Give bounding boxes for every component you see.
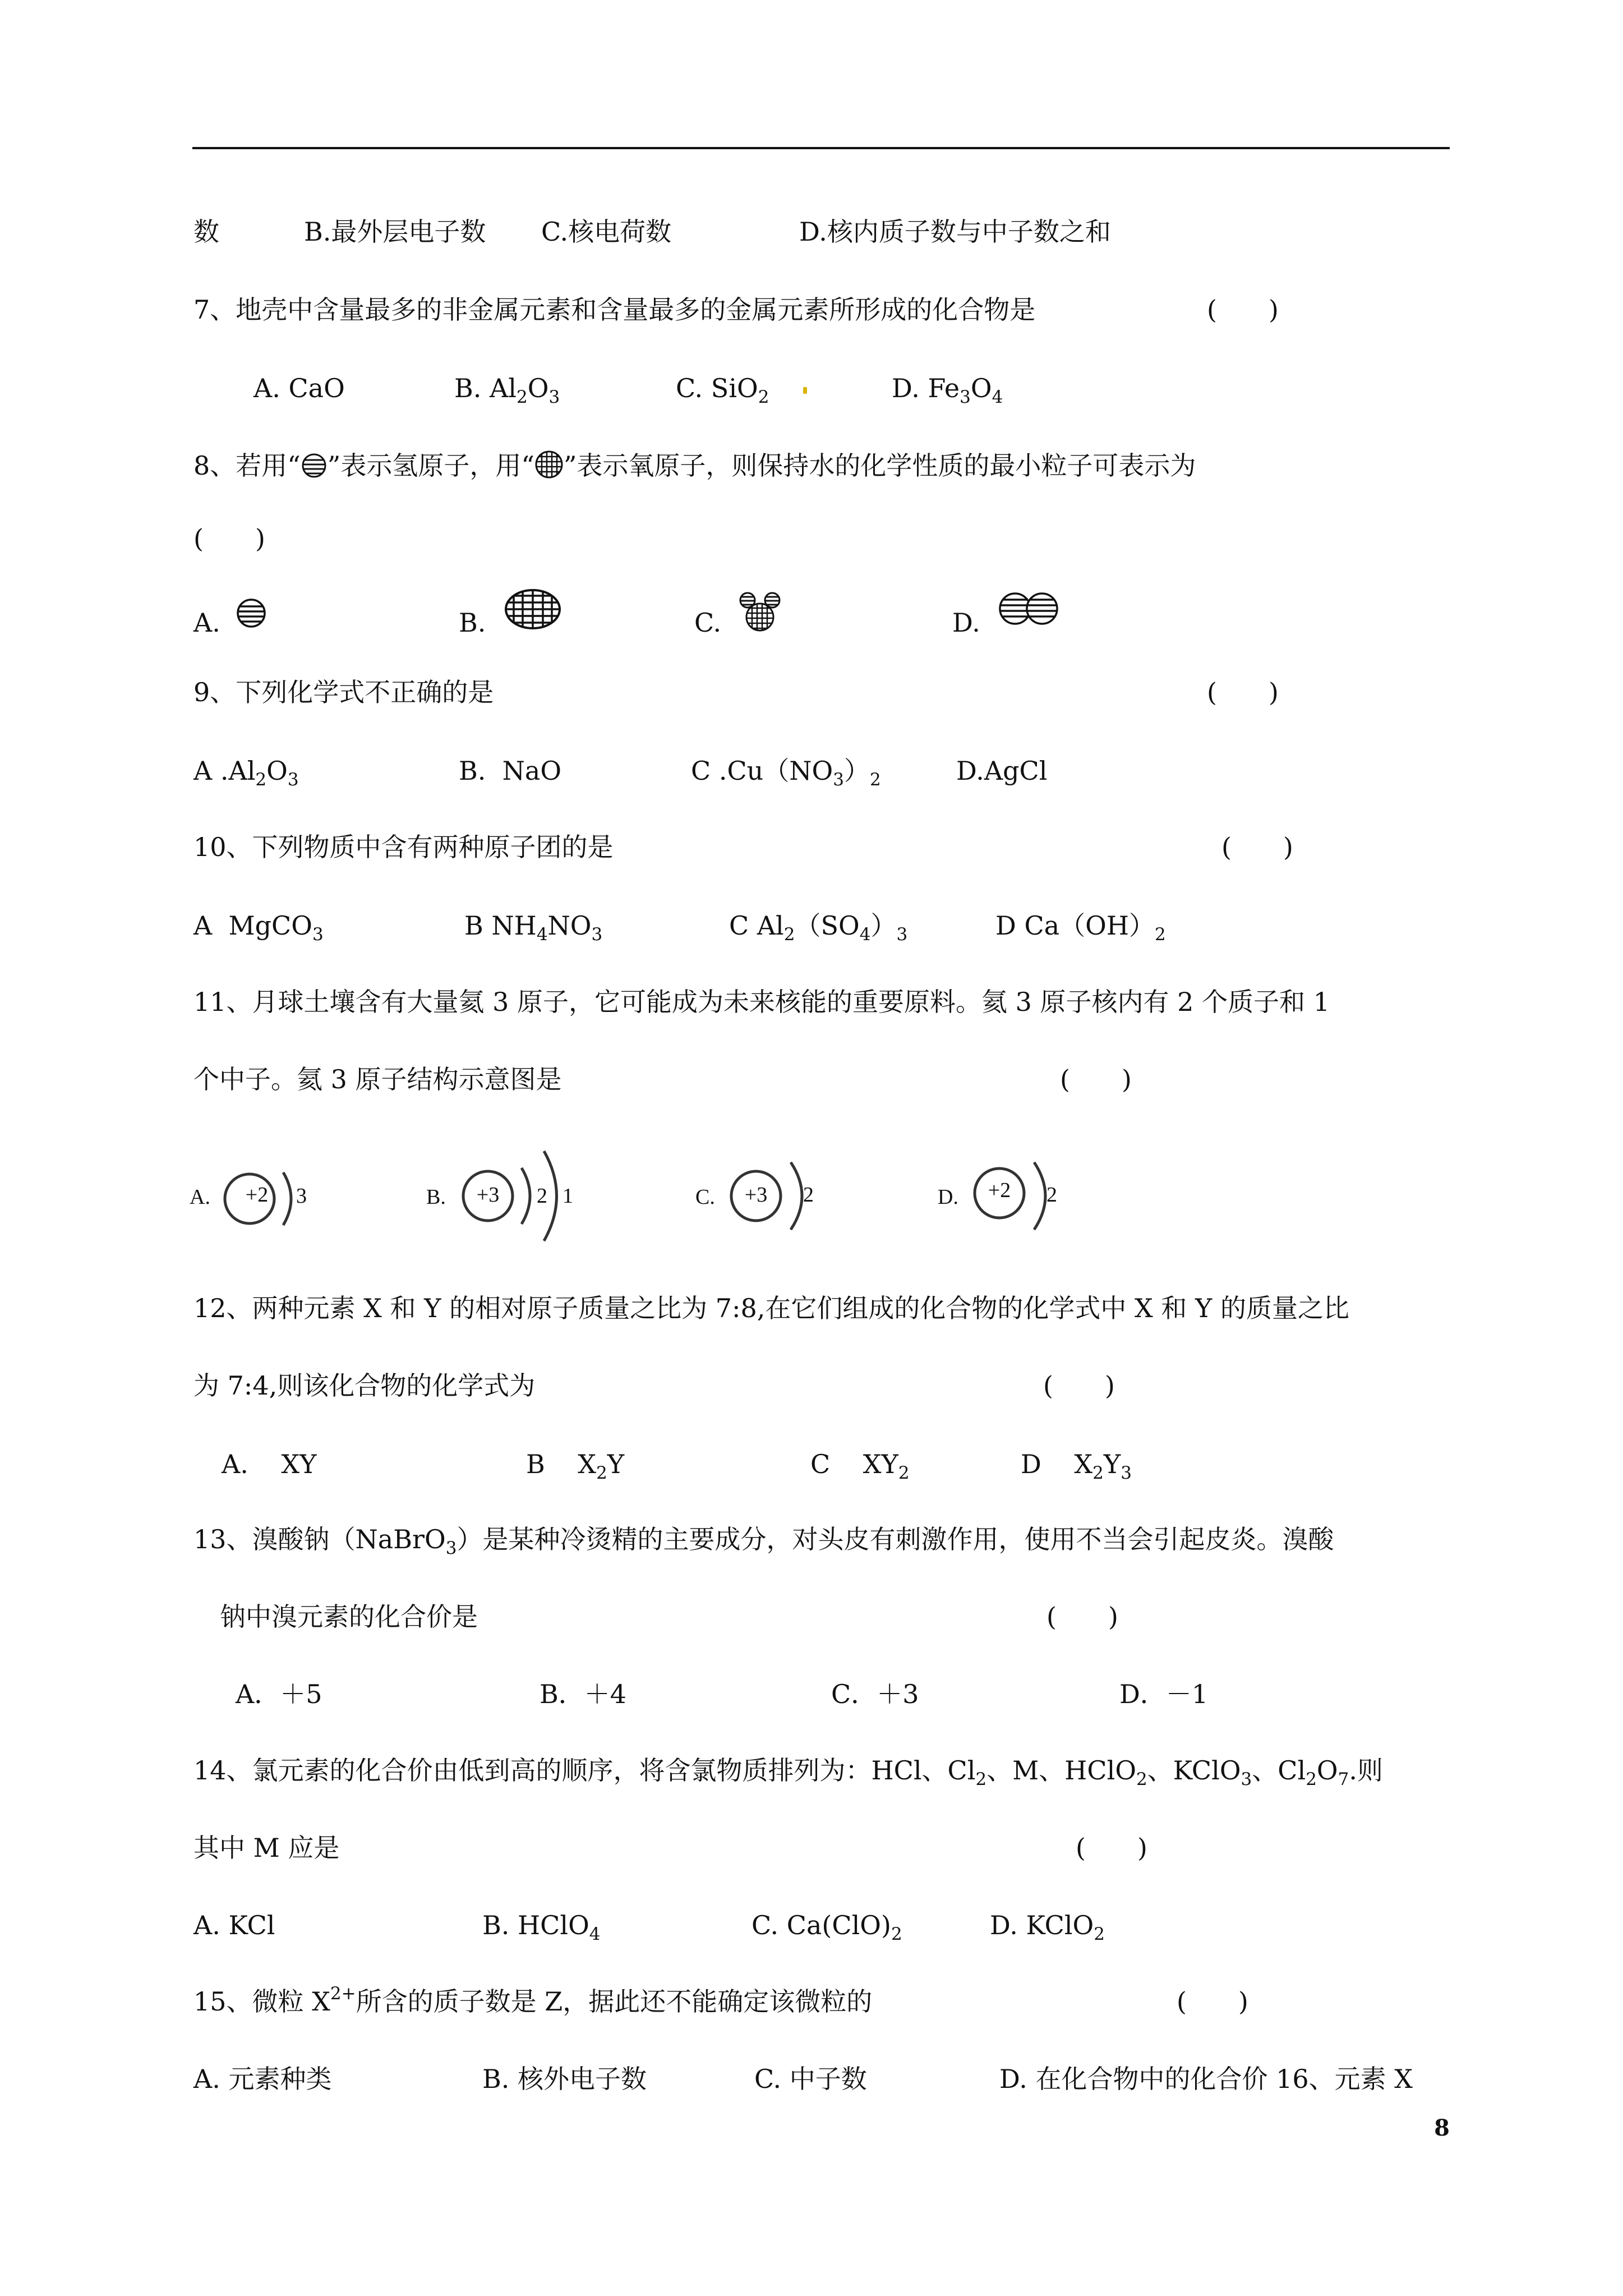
q13-blank: ( ): [1046, 1602, 1118, 1632]
q9-option-c: C $.Cu(NO_3)_2$: [691, 756, 881, 790]
q12-option-d: D $X_2Y_3$: [1021, 1449, 1132, 1483]
q8-option-b-label: B.: [459, 608, 486, 638]
q13-stem-line2: 钠中溴元素的化合价是: [220, 1602, 478, 1632]
q12-stem-line2: 为 7:4,则该化合物的化学式为: [193, 1370, 536, 1401]
q13-option-c: C．＋3: [831, 1679, 919, 1709]
oxygen-atom-icon: [534, 450, 564, 479]
q13-stem-line1: 13、溴酸钠（NaBrO$_3$）是某种冷烫精的主要成分，对头皮有刺激作用，使用不当会引起皮炎。溴酸: [193, 1524, 1334, 1558]
q7-stem: 7、地壳中含量最多的非金属元素和含量最多的金属元素所形成的化合物是: [193, 295, 1036, 325]
q12-option-c: C $XY_2$: [810, 1449, 910, 1483]
q7-option-b: B. $Al_2O_3$: [454, 373, 560, 407]
q11-option-b-shell-1: 2: [537, 1184, 547, 1208]
q11-option-a-shell-1: 3: [296, 1184, 307, 1208]
q11-blank: ( ): [1060, 1064, 1132, 1094]
q14-stem-line1: 14、氯元素的化合价由低到高的顺序，将含氯物质排列为：HCl、$Cl_2$、M、HClO$_2$、KClO$_3$、$Cl_2O_7$.则: [193, 1755, 1383, 1789]
q11-option-b-label: B.: [426, 1185, 446, 1209]
q11-option-d-nucleus: +2: [988, 1179, 1011, 1202]
q12-option-a: A. XY: [222, 1449, 317, 1479]
q15-option-a: A. 元素种类: [193, 2064, 332, 2094]
header-rule: [192, 147, 1450, 149]
q14-blank: ( ): [1076, 1833, 1147, 1863]
q14-option-c: C. $Ca(ClO)_2$: [751, 1910, 902, 1944]
q14-stem-line2: 其中 M 应是: [193, 1833, 340, 1863]
q8-option-b-oxygen-icon: [504, 588, 562, 631]
q7-option-a: A. CaO: [253, 373, 345, 403]
q10-option-c: C $Al_2(SO_4)_3$: [729, 910, 908, 945]
q15-option-c: C. 中子数: [754, 2064, 867, 2094]
q14-option-b: B. HClO$_4$: [482, 1910, 601, 1944]
q11-option-b-nucleus: +3: [476, 1183, 500, 1207]
q9-option-a: A $.Al_2O_3$: [193, 756, 299, 790]
q10-option-b: B $NH_4NO_3$: [464, 910, 603, 945]
q14-option-a: A. KCl: [193, 1910, 275, 1940]
q10-option-a: A MgCO$_3$: [193, 910, 324, 945]
q11-option-a-label: A.: [190, 1185, 210, 1209]
q13-option-d: D．－1: [1119, 1679, 1209, 1709]
q12-option-b: B $X_2Y$: [526, 1449, 625, 1483]
q9-option-d: D.AgCl: [956, 756, 1048, 786]
q8-option-d-two-hydrogen-icon: [997, 592, 1060, 625]
q8-option-c-label: C.: [694, 608, 722, 638]
q7-option-d: D. $Fe_3O_4$: [892, 373, 1003, 407]
q6-option-c: C.核电荷数: [541, 217, 672, 247]
q13-option-b: B．＋4: [540, 1679, 627, 1709]
q11-option-c-label: C.: [695, 1185, 715, 1209]
q11-stem-line1: 11、月球土壤含有大量氦 3 原子，它可能成为未来核能的重要原料。氦 3 原子核内有 2 个质子和 1: [193, 987, 1330, 1017]
q14-option-d: D. KClO$_2$: [990, 1910, 1105, 1944]
q10-option-d: D $Ca(OH)_2$: [995, 910, 1166, 945]
q10-stem: 10、下列物质中含有两种原子团的是: [193, 832, 614, 862]
q11-option-c-shell-1: 2: [803, 1183, 814, 1207]
q15-option-d: D. 在化合物中的化合价 16、元素 X: [999, 2064, 1413, 2094]
q15-stem: 15、微粒 $X^{2+}$所含的质子数是 Z，据此还不能确定该微粒的: [193, 1984, 873, 2017]
q8-option-d-label: D.: [952, 608, 980, 638]
q10-blank: ( ): [1221, 832, 1293, 862]
q11-option-c-nucleus: +3: [744, 1183, 768, 1207]
q7-blank: ( ): [1207, 295, 1279, 325]
q8-option-a-hydrogen-icon: [236, 597, 267, 629]
q13-option-a: A．＋5: [236, 1679, 322, 1709]
q8-stem: 8、若用“ ”表示氢原子，用“ ”表示氧原子，则保持水的化学性质的最小粒子可表示为: [193, 450, 1196, 481]
hydrogen-atom-icon: [301, 452, 328, 479]
stray-mark: [803, 387, 807, 394]
q7-option-c: C. SiO$_2$: [676, 373, 769, 407]
q9-option-b: B. NaO: [459, 756, 562, 786]
q11-stem-line2: 个中子。氦 3 原子结构示意图是: [193, 1064, 562, 1094]
q11-option-b-shell-2: 1: [562, 1184, 573, 1208]
q11-option-d-label: D.: [938, 1185, 958, 1209]
q15-option-b: B. 核外电子数: [482, 2064, 647, 2094]
q12-stem-line1: 12、两种元素 X 和 Y 的相对原子质量之比为 7:8,在它们组成的化合物的化学式中 X 和 Y 的质量之比: [193, 1293, 1350, 1323]
q8-option-a-label: A.: [193, 608, 220, 638]
q15-blank: ( ): [1177, 1986, 1248, 2017]
q12-blank: ( ): [1043, 1370, 1115, 1401]
q9-stem: 9、下列化学式不正确的是: [193, 677, 494, 707]
q6-lead: 数: [193, 217, 219, 247]
q6-option-d: D.核内质子数与中子数之和: [799, 217, 1111, 247]
q11-option-d-shell-1: 2: [1046, 1183, 1057, 1207]
q8-blank: ( ): [193, 523, 265, 554]
q8-option-c-water-molecule-icon: [737, 590, 782, 634]
page-number: 8: [1434, 2115, 1450, 2141]
q11-option-a-nucleus: +2: [245, 1183, 269, 1207]
q9-blank: ( ): [1207, 677, 1279, 707]
q6-option-b: B.最外层电子数: [304, 217, 486, 247]
